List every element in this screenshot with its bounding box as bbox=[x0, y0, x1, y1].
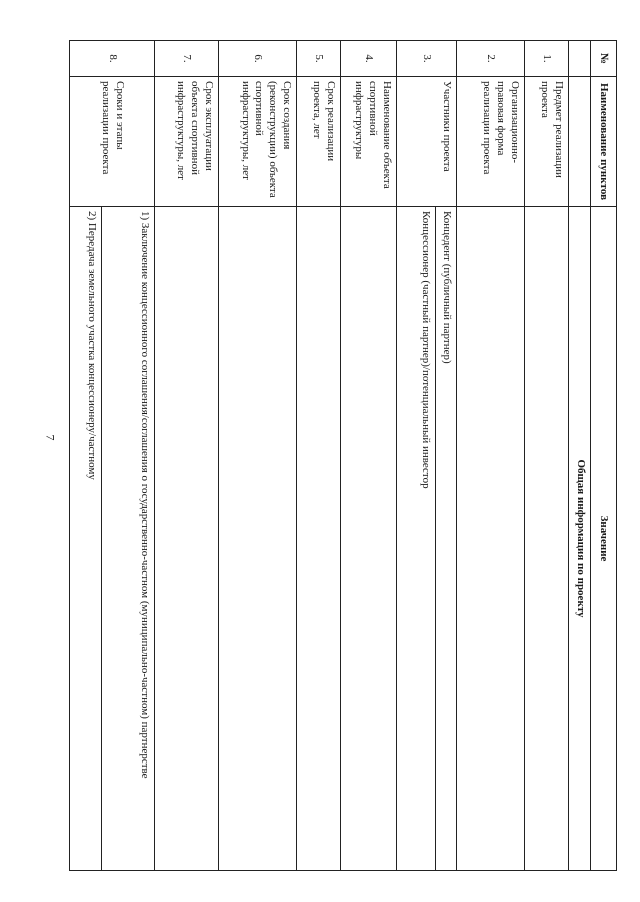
table-row bbox=[397, 41, 457, 871]
row-value bbox=[219, 207, 297, 871]
row-name: Наименование объекта спортивной инфраструктуры bbox=[341, 77, 397, 207]
row-name: Срок реализации проекта, лет bbox=[297, 77, 341, 207]
row-num: 8. bbox=[70, 41, 155, 77]
page-number: 7 bbox=[43, 434, 58, 441]
header-num: № bbox=[591, 41, 617, 77]
row-name: Организационно-правовая форма реализации проекта bbox=[457, 77, 525, 207]
value-text: 2) Передача земельного участка концессионеру/частному bbox=[70, 207, 102, 870]
project-info-table bbox=[69, 40, 617, 871]
row-name: Предмет реализации проекта bbox=[525, 77, 569, 207]
section-empty-cell bbox=[569, 41, 591, 77]
value-text: Концедент (публичный партнер) bbox=[441, 211, 453, 364]
row-value bbox=[341, 207, 397, 871]
value-text: Концессионер (частный партнер)/потенциальный инвестор bbox=[420, 211, 433, 489]
row-name: Участники проекта bbox=[397, 77, 457, 207]
header-name: Наименование пунктов bbox=[591, 77, 617, 207]
row-num: 7. bbox=[155, 41, 219, 77]
table-header-row bbox=[591, 41, 617, 871]
row-num: 2. bbox=[457, 41, 525, 77]
row-num: 3. bbox=[397, 41, 457, 77]
row-value bbox=[155, 207, 219, 871]
row-num: 4. bbox=[341, 41, 397, 77]
row-name: Сроки и этапы реализации проекта bbox=[70, 77, 155, 207]
section-title: Общая информация по проекту bbox=[569, 207, 591, 871]
table-row bbox=[70, 41, 155, 871]
row-value bbox=[457, 207, 525, 871]
table-row bbox=[297, 41, 341, 871]
table-row bbox=[341, 41, 397, 871]
header-value: Значение bbox=[591, 207, 617, 871]
table-row bbox=[155, 41, 219, 871]
row-name: Срок эксплуатации объекта спортивной инфраструктуры, лет bbox=[155, 77, 219, 207]
row-name: Срок создания (реконструкции) объекта спортивной инфраструктуры, лет bbox=[219, 77, 297, 207]
section-row bbox=[569, 41, 591, 871]
row-num: 5. bbox=[297, 41, 341, 77]
table-row bbox=[525, 41, 569, 871]
table-wrapper bbox=[80, 40, 617, 870]
section-empty-cell bbox=[569, 77, 591, 207]
row-value bbox=[70, 207, 155, 871]
row-value bbox=[525, 207, 569, 871]
value-split bbox=[70, 207, 154, 870]
value-line bbox=[436, 207, 456, 870]
table-row bbox=[457, 41, 525, 871]
row-num: 6. bbox=[219, 41, 297, 77]
value-split bbox=[397, 207, 456, 870]
value-text: 1) Заключение концессионного соглашения/соглашения о государственно-частном (муниципально-частном) партнерстве bbox=[139, 211, 151, 779]
row-value bbox=[397, 207, 457, 871]
table-row bbox=[219, 41, 297, 871]
row-value bbox=[297, 207, 341, 871]
row-num: 1. bbox=[525, 41, 569, 77]
value-line bbox=[397, 207, 436, 870]
